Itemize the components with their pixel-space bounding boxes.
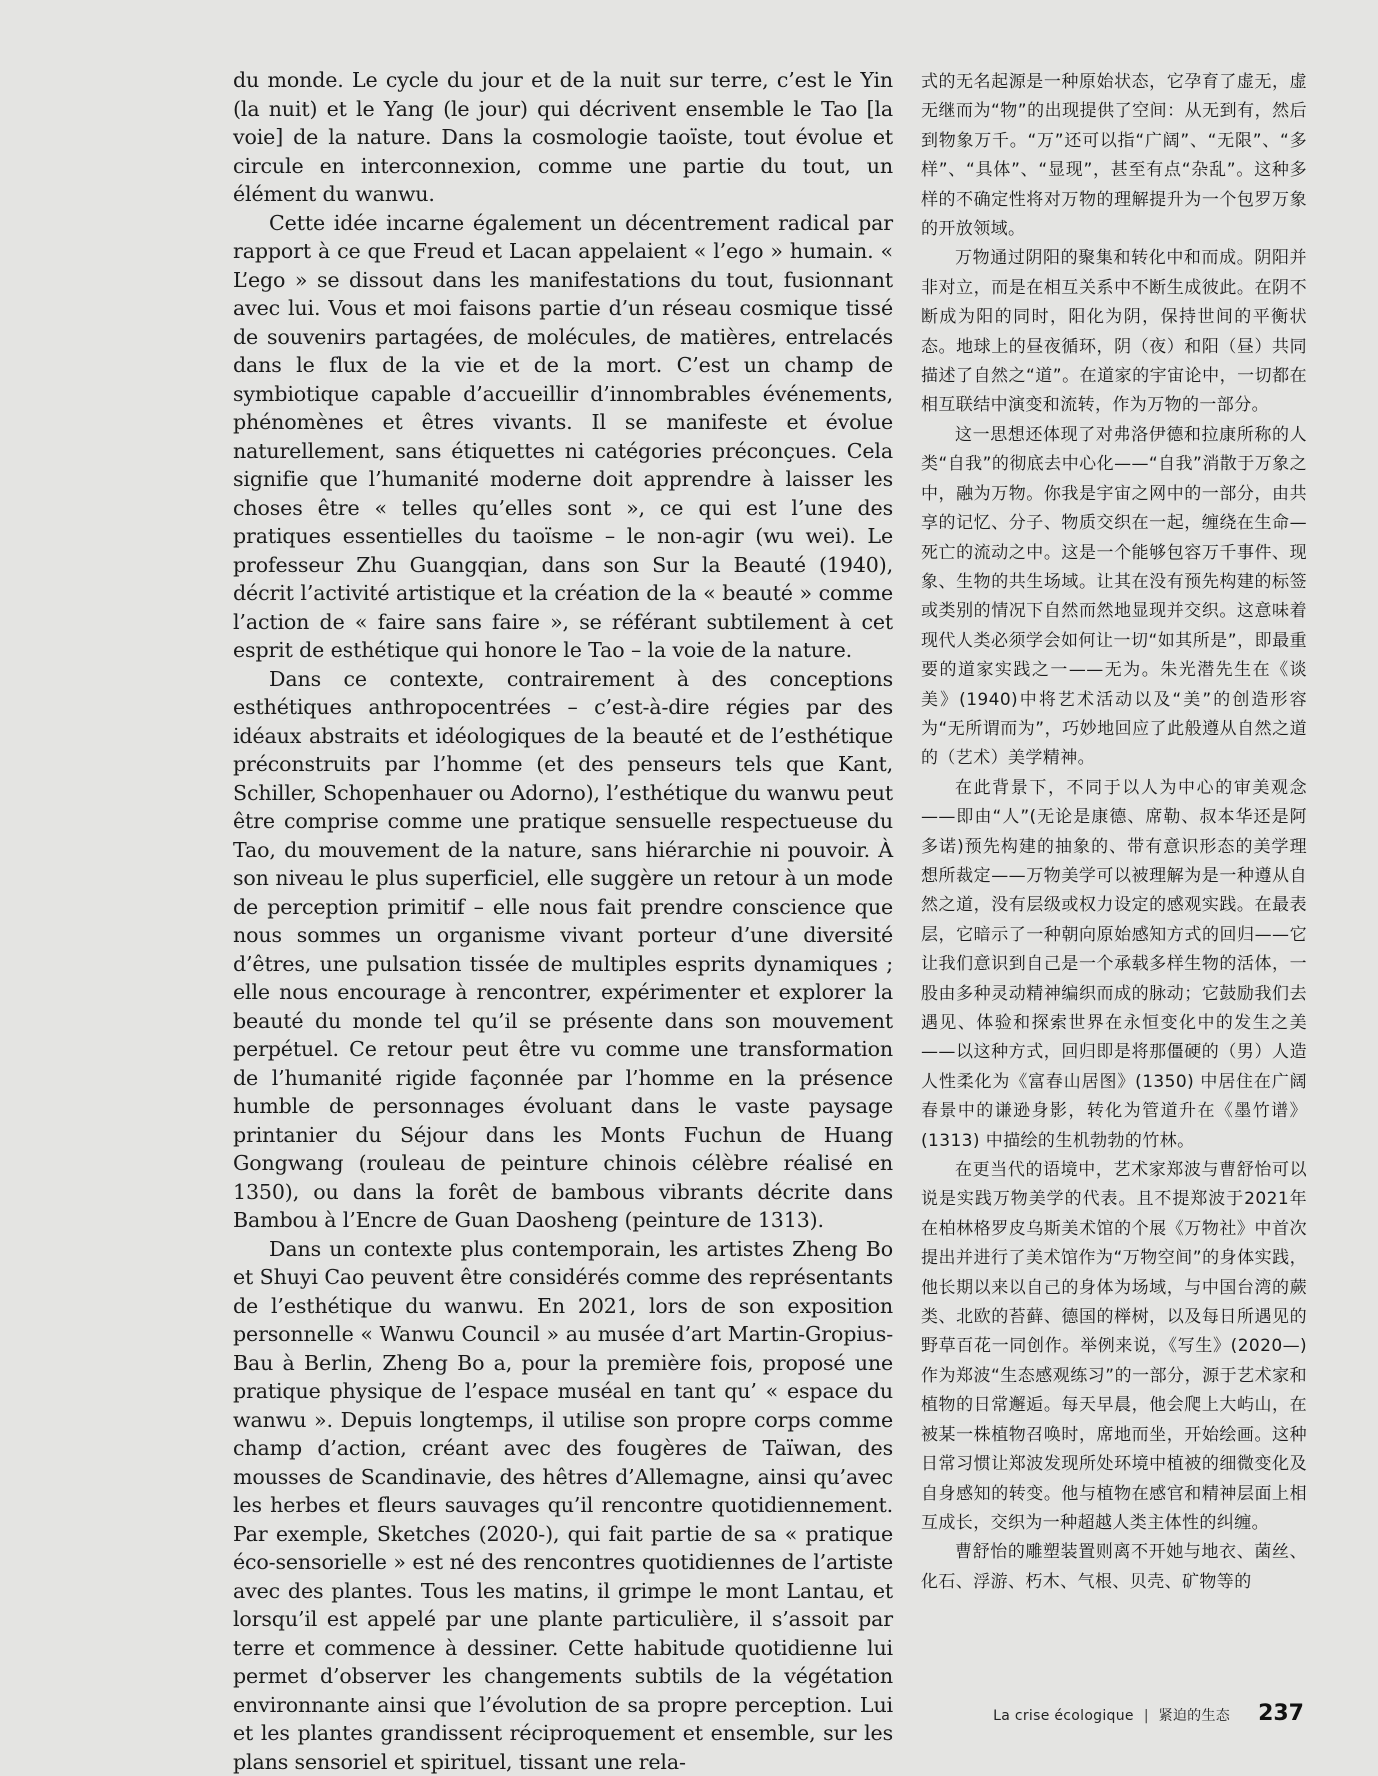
- chinese-column: [921, 68, 1307, 1597]
- footer-section-fr: La crise écologique: [993, 1708, 1134, 1724]
- zh-paragraph-6: 曹舒怡的雕塑装置则离不开她与地衣、菌丝、化石、浮游、朽木、气根、贝壳、矿物等的: [921, 1538, 1307, 1597]
- zh-paragraph-3: 这一思想还体现了对弗洛伊德和拉康所称的人类“自我”的彻底去中心化——“自我”消散于万象之中，融为万物。你我是宇宙之网中的一部分，由共享的记忆、分子、物质交织在一起，缠绕在生命—死亡的流动之中。这是一个能够包容万千事件、现象、生物的共生场域。让其在没有预先构建的标签或类别的情况下自然而然地显现并交织。这意味着现代人类必须学会如何让一切“如其所是”，即最重要的道家实践之一——无为。朱光潜先生在《谈美》(1940)中将艺术活动以及“美”的创造形容为“无所谓而为”，巧妙地回应了此般遵从自然之道的（艺术）美学精神。: [921, 421, 1307, 774]
- fr-paragraph-4: Dans un contexte plus contemporain, les artistes Zheng Bo et Shuyi Cao peuvent être considérés comme des représentants de l’esthétique du wanwu. En 2021, lors de son exposition personnelle « Wanwu Council » au musée d’art Martin-Gropius-Bau à Berlin, Zheng Bo a, pour la première fois, proposé une pratique physique de l’espace muséal en tant qu’ « espace du wanwu ». Depuis longtemps, il utilise son propre corps comme champ d’action, créant avec des fougères de Taïwan, des mousses de Scandinavie, des hêtres d’Allemagne, ainsi qu’avec les herbes et fleurs sauvages qu’il rencontre quotidiennement. Par exemple, Sketches (2020-), qui fait partie de sa « pratique éco-sensorielle » est né des rencontres quotidiennes de l’artiste avec des plantes. Tous les matins, il grimpe le mont Lantau, et lorsqu’il est appelé par une plante particulière, il s’assoit par terre et commence à dessiner. Cette habitude quotidienne lui permet d’observer les changements subtils de la végétation environnante ainsi que l’évolution de sa propre perception. Lui et les plantes grandissent réciproquement et ensemble, sur les plans sensoriel et spirituel, tissant une rela-: [233, 1235, 893, 1776]
- zh-paragraph-4: 在此背景下，不同于以人为中心的审美观念——即由“人”(无论是康德、席勒、叔本华还是阿多诺)预先构建的抽象的、带有意识形态的美学理想所裁定——万物美学可以被理解为是一种遵从自然之道，没有层级或权力设定的感观实践。在最表层，它暗示了一种朝向原始感知方式的回归——它让我们意识到自己是一个承载多样生物的活体，一股由多种灵动精神编织而成的脉动；它鼓励我们去遇见、体验和探索世界在永恒变化中的发生之美——以这种方式，回归即是将那僵硬的（男）人造人性柔化为《富春山居图》(1350) 中居住在广阔春景中的谦逊身影，转化为管道升在《墨竹谱》(1313) 中描绘的生机勃勃的竹林。: [921, 774, 1307, 1156]
- french-column: [233, 66, 893, 1776]
- footer-separator: |: [1144, 1708, 1149, 1724]
- fr-paragraph-2: Cette idée incarne également un décentrement radical par rapport à ce que Freud et Lacan appelaient « l’ego » humain. « L’ego » se dissout dans les manifestations du tout, fusionnant avec lui. Vous et moi faisons partie d’un réseau cosmique tissé de souvenirs partagées, de molécules, de matières, entrelacés dans le flux de la vie et de la mort. C’est un champ de symbiotique capable d’accueillir d’innombrables événements, phénomènes et êtres vivants. Il se manifeste et évolue naturellement, sans étiquettes ni catégories préconçues. Cela signifie que l’humanité moderne doit apprendre à laisser les choses être « telles qu’elles sont », ce qui est l’une des pratiques essentielles du taoïsme – le non-agir (wu wei). Le professeur Zhu Guangqian, dans son Sur la Beauté (1940), décrit l’activité artistique et la création de la « beauté » comme l’action de « faire sans faire », se référant subtilement à cet esprit de esthétique qui honore le Tao – la voie de la nature.: [233, 209, 893, 665]
- zh-paragraph-1: 式的无名起源是一种原始状态，它孕育了虚无，虚无继而为“物”的出现提供了空间：从无到有，然后到物象万千。“万”还可以指“广阔”、“无限”、“多样”、“具体”、“显现”，甚至有点“杂乱”。这种多样的不确定性将对万物的理解提升为一个包罗万象的开放领域。: [921, 68, 1307, 244]
- fr-paragraph-3: Dans ce contexte, contrairement à des conceptions esthétiques anthropocentrées – c’est-à-dire régies par des idéaux abstraits et idéologiques de la beauté et de l’esthétique préconstruits par l’homme (et des penseurs tels que Kant, Schiller, Schopenhauer ou Adorno), l’esthétique du wanwu peut être comprise comme une pratique sensuelle respectueuse du Tao, du mouvement de la nature, sans hiérarchie ni pouvoir. À son niveau le plus superficiel, elle suggère un retour à un mode de perception primitif – elle nous fait prendre conscience que nous sommes un organisme vivant porteur d’une diversité d’êtres, une pulsation tissée de multiples esprits dynamiques ; elle nous encourage à rencontrer, expérimenter et explorer la beauté du monde tel qu’il se présente dans son mouvement perpétuel. Ce retour peut être vu comme une transformation de l’humanité rigide façonnée par l’homme en la présence humble de personnages évoluant dans le vaste paysage printanier du Séjour dans les Monts Fuchun de Huang Gongwang (rouleau de peinture chinois célèbre réalisé en 1350), ou dans la forêt de bambous vibrants décrite dans Bambou à l’Encre de Guan Daosheng (peinture de 1313).: [233, 665, 893, 1235]
- page-footer: [993, 1701, 1304, 1726]
- zh-paragraph-5: 在更当代的语境中，艺术家郑波与曹舒怡可以说是实践万物美学的代表。且不提郑波于2021年在柏林格罗皮乌斯美术馆的个展《万物社》中首次提出并进行了美术馆作为“万物空间”的身体实践，他长期以来以自己的身体为场域，与中国台湾的蕨类、北欧的苔藓、德国的榉树，以及每日所遇见的野草百花一同创作。举例来说，《写生》(2020—) 作为郑波“生态感观练习”的一部分，源于艺术家和植物的日常邂逅。每天早晨，他会爬上大屿山，在被某一株植物召唤时，席地而坐，开始绘画。这种日常习惯让郑波发现所处环境中植被的细微变化及自身感知的转变。他与植物在感官和精神层面上相互成长，交织为一种超越人类主体性的纠缠。: [921, 1156, 1307, 1538]
- page-number: 237: [1258, 1701, 1304, 1726]
- zh-paragraph-2: 万物通过阴阳的聚集和转化中和而成。阴阳并非对立，而是在相互关系中不断生成彼此。在阴不断成为阳的同时，阳化为阴，保持世间的平衡状态。地球上的昼夜循环，阴（夜）和阳（昼）共同描述了自然之“道”。在道家的宇宙论中，一切都在相互联结中演变和流转，作为万物的一部分。: [921, 244, 1307, 420]
- footer-section-zh: 紧迫的生态: [1159, 1705, 1231, 1725]
- fr-paragraph-1: du monde. Le cycle du jour et de la nuit sur terre, c’est le Yin (la nuit) et le Yang (le jour) qui décrivent ensemble le Tao [la voie] de la nature. Dans la cosmologie taoïste, tout évolue et circule en interconnexion, comme une partie du tout, un élément du wanwu.: [233, 66, 893, 209]
